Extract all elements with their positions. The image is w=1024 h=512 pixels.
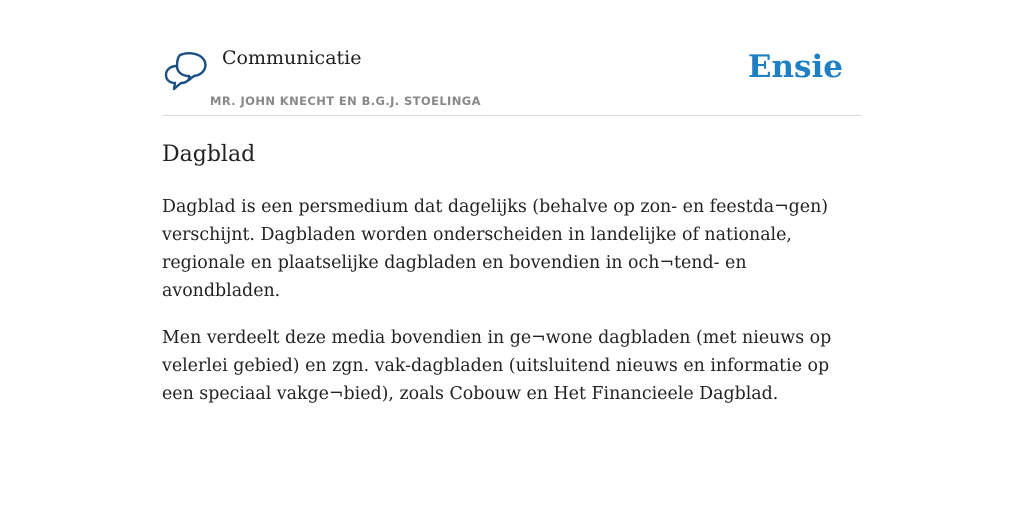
article-paragraph: Men verdeelt deze media bovendien in ge¬wone dagbladen (met nieuws op velerlei gebied) en zgn. vak-dagbladen (uitsluitend nieuws en informatie op een speciaal vakge¬bied), zoals Cobouw en Het Financieele Dagblad.: [162, 328, 832, 404]
page: [162, 0, 862, 408]
article-title: Dagblad: [162, 142, 256, 167]
speech-bubbles-icon: [163, 49, 209, 93]
brand-logo[interactable]: Ensie: [747, 49, 843, 85]
authors: MR. JOHN KNECHT EN B.G.J. STOELINGA: [210, 94, 481, 108]
article-header: [162, 44, 862, 116]
article-paragraph: Dagblad is een persmedium dat dagelijks (behalve op zon- en feestda¬gen) verschijnt. Dagbladen worden onderscheiden in landelijke of nationale, regionale en plaatselijke dagbladen en bovendien in och¬tend- en avondbladen.: [162, 197, 829, 301]
category-link[interactable]: Communicatie: [222, 47, 362, 69]
